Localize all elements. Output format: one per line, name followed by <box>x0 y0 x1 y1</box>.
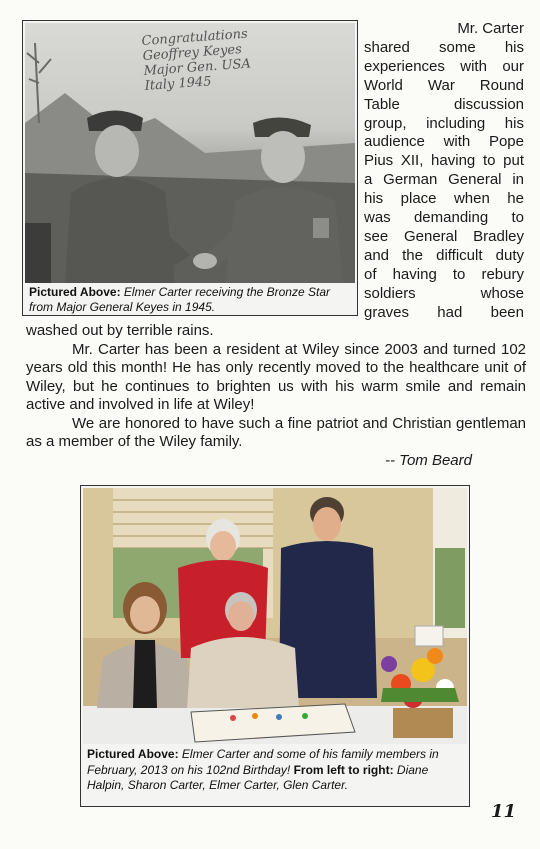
photo2-caption <box>87 747 465 794</box>
column-line: group, including his <box>364 114 524 132</box>
handwritten-inscription: Congratulations Geoffrey Keyes Major Gen. USA Italy 1945 <box>141 26 252 94</box>
column-line: graves had been <box>364 303 524 321</box>
caption-names: Diane Halpin, Sharon Carter, Elmer Carter, Glen Carter. <box>87 762 429 792</box>
caption-names-lead: From left to right: <box>293 762 394 777</box>
column-line: his place when he <box>364 190 524 208</box>
caption-text: Elmer Carter receiving the Bronze Star from Major General Keyes in 1945. <box>29 285 330 314</box>
column-line: soldiers whose <box>364 284 524 302</box>
birthday-family-photo-drawing <box>83 488 467 744</box>
paragraph: Mr. Carter has been a resident at Wiley since 2003 and turned 102 years old this month! He has only recently moved to the healthcare unit of Wiley, but he continues to brighten us with his warm smile and remain active and involved in life at Wiley! <box>26 340 526 413</box>
photo1-caption <box>29 285 353 315</box>
column-line: see General Bradley <box>364 227 524 245</box>
article-body <box>26 322 526 452</box>
column-line: World War Round <box>364 76 524 94</box>
side-column-text <box>364 20 524 323</box>
column-line: audience with Pope <box>364 133 524 151</box>
caption-text: Elmer Carter and some of his family members in February, 2013 on his 102nd Birthday! <box>87 747 439 777</box>
page-number: 11 <box>490 801 516 822</box>
column-line: of having to rebury <box>364 265 524 283</box>
column-line: Pius XII, having to put <box>364 152 524 170</box>
column-line: a German General in <box>364 171 524 189</box>
column-line: and the difficult duty <box>364 246 524 264</box>
column-line: Table discussion <box>364 95 524 113</box>
column-line: experiences with our <box>364 57 524 75</box>
paragraph: washed out by terrible rains. <box>26 322 214 339</box>
author-signature: -- Tom Beard <box>385 452 472 469</box>
photo2-figure <box>80 485 470 807</box>
column-line: Mr. Carter <box>457 20 524 37</box>
bronze-star-photo <box>25 23 355 283</box>
column-line: was demanding to <box>364 209 524 227</box>
caption-lead: Pictured Above: <box>29 285 121 299</box>
photo1-figure <box>22 20 358 316</box>
column-line: shared some his <box>364 38 524 56</box>
caption-lead: Pictured Above: <box>87 747 179 761</box>
birthday-family-photo <box>83 488 467 744</box>
paragraph: We are honored to have such a fine patriot and Christian gentleman as a member of the Wiley family. <box>26 414 526 450</box>
